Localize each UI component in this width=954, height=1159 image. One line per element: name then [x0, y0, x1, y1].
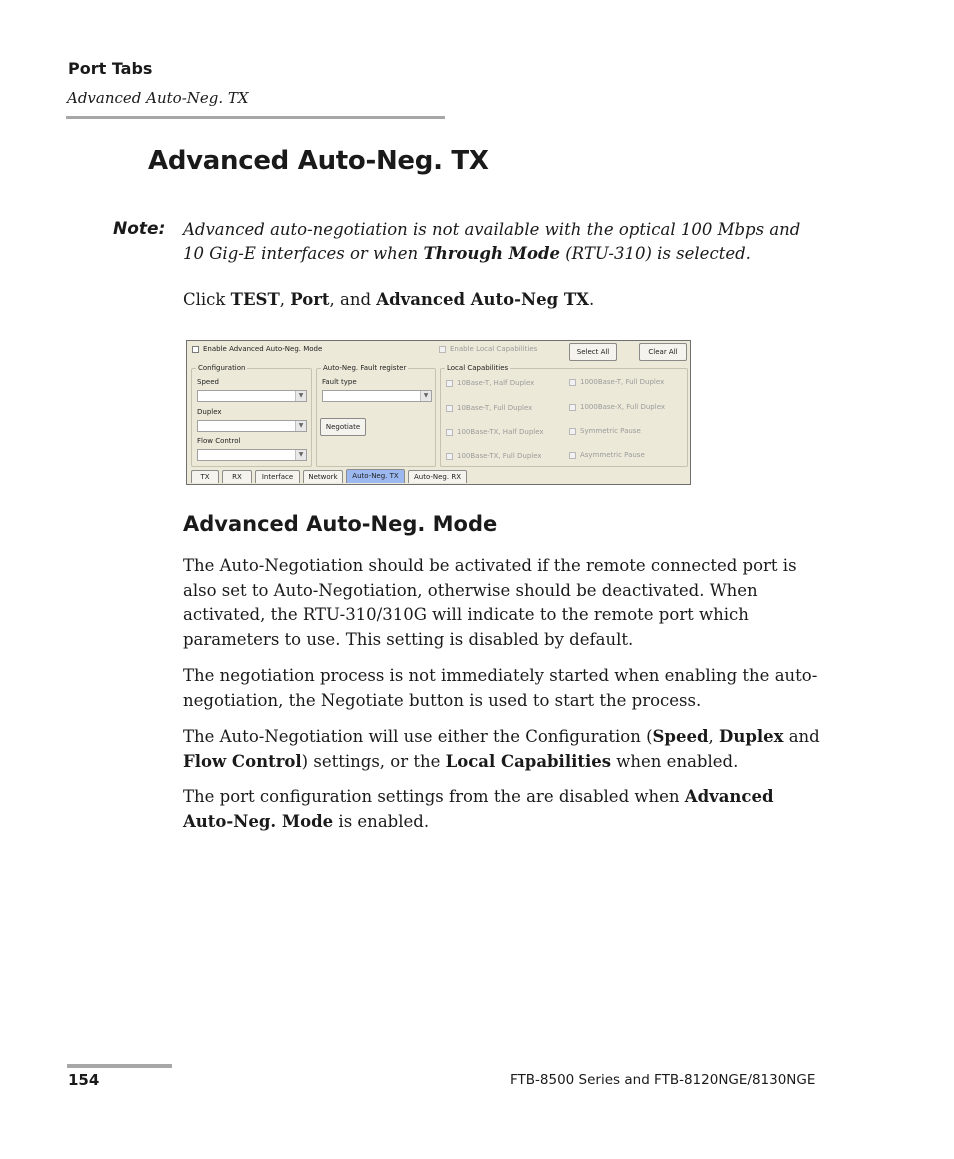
paragraph-2: The negotiation process is not immediately started when enabling the auto-negotiation, the Negotiate button is used to start the process. — [183, 666, 818, 710]
tab-auto-neg-rx[interactable]: Auto-Neg. RX — [408, 470, 467, 483]
footer-document-title: FTB-8500 Series and FTB-8120NGE/8130NGE — [510, 1072, 816, 1088]
capability-checkbox[interactable] — [569, 404, 576, 411]
note-bold-through-mode: Through Mode — [423, 244, 560, 263]
configuration-group — [191, 364, 312, 467]
speed-label: Speed — [197, 378, 219, 386]
enable-auto-neg-checkbox[interactable] — [192, 346, 199, 353]
duplex-label: Duplex — [197, 408, 222, 416]
duplex-select[interactable] — [197, 420, 307, 432]
speed-select[interactable] — [197, 390, 307, 402]
page-number: 154 — [68, 1071, 100, 1089]
local-capabilities-group — [440, 364, 688, 467]
subsection-title: Advanced Auto-Neg. Mode — [183, 512, 498, 536]
note-label: Note: — [113, 219, 166, 239]
chevron-down-icon: ▼ — [420, 391, 431, 401]
chevron-down-icon: ▼ — [295, 421, 306, 431]
paragraph-3: The Auto-Negotiation will use either the Configuration (Speed, Duplex and Flow Control) settings, or the Local Capabilities when enabled. — [183, 727, 820, 771]
flow-control-select[interactable] — [197, 449, 307, 461]
capability-label: Asymmetric Pause — [580, 451, 645, 459]
note-text: Advanced auto-negotiation is not available with the optical 100 Mbps and 10 Gig-E interfaces or when Through Mode (RTU-310) is selected. — [183, 220, 801, 263]
capability-label: 100Base-TX, Half Duplex — [457, 428, 544, 436]
negotiate-button[interactable]: Negotiate — [320, 418, 366, 436]
tab-interface[interactable]: Interface — [255, 470, 300, 483]
clear-all-button[interactable]: Clear All — [639, 343, 687, 361]
select-all-button[interactable]: Select All — [569, 343, 617, 361]
click-instruction: Click TEST, Port, and Advanced Auto-Neg TX. — [183, 290, 595, 309]
flow-control-label: Flow Control — [197, 437, 241, 445]
configuration-group-title: Configuration — [198, 364, 246, 372]
running-header-section: Port Tabs — [68, 59, 153, 78]
footer-rule — [67, 1064, 172, 1068]
capability-checkbox[interactable] — [446, 405, 453, 412]
capability-label: 1000Base-T, Full Duplex — [580, 378, 665, 386]
capability-checkbox[interactable] — [569, 452, 576, 459]
auto-neg-tx-screenshot — [186, 340, 691, 485]
tab-network[interactable]: Network — [303, 470, 343, 483]
paragraph-4: The port configuration settings from the are disabled when Advanced Auto-Neg. Mode is enabled. — [183, 787, 774, 831]
capability-label: Symmetric Pause — [580, 427, 641, 435]
local-capabilities-group-title: Local Capabilities — [447, 364, 509, 372]
tab-rx[interactable]: RX — [222, 470, 252, 483]
capability-label: 10Base-T, Half Duplex — [457, 379, 535, 387]
fault-type-select[interactable] — [322, 390, 432, 402]
capability-label: 10Base-T, Full Duplex — [457, 404, 533, 412]
paragraph-1: The Auto-Negotiation should be activated if the remote connected port is also set to Auto-Negotiation, otherwise should be deactivated. When activated, the RTU-310/310G will indicate to the remote port which parameters to use. This setting is disabled by default. — [183, 556, 797, 649]
fault-register-group-title: Auto-Neg. Fault register — [323, 364, 407, 372]
tab-tx[interactable]: TX — [191, 470, 219, 483]
chevron-down-icon: ▼ — [295, 450, 306, 460]
page-title: Advanced Auto-Neg. TX — [148, 146, 489, 176]
capability-label: 1000Base-X, Full Duplex — [580, 403, 666, 411]
fault-type-label: Fault type — [322, 378, 357, 386]
capability-label: 100Base-TX, Full Duplex — [457, 452, 542, 460]
running-header-subsection: Advanced Auto-Neg. TX — [67, 89, 249, 107]
chevron-down-icon: ▼ — [295, 391, 306, 401]
header-rule — [66, 116, 445, 119]
enable-local-capabilities-label: Enable Local Capabilities — [450, 345, 538, 353]
enable-auto-neg-label: Enable Advanced Auto-Neg. Mode — [203, 345, 323, 353]
fault-register-group — [316, 364, 436, 467]
capability-checkbox[interactable] — [569, 379, 576, 386]
capability-checkbox[interactable] — [446, 453, 453, 460]
tab-auto-neg-tx[interactable]: Auto-Neg. TX — [346, 469, 405, 483]
capability-checkbox[interactable] — [446, 429, 453, 436]
capability-checkbox[interactable] — [569, 428, 576, 435]
capability-checkbox[interactable] — [446, 380, 453, 387]
enable-local-capabilities-checkbox[interactable] — [439, 346, 446, 353]
